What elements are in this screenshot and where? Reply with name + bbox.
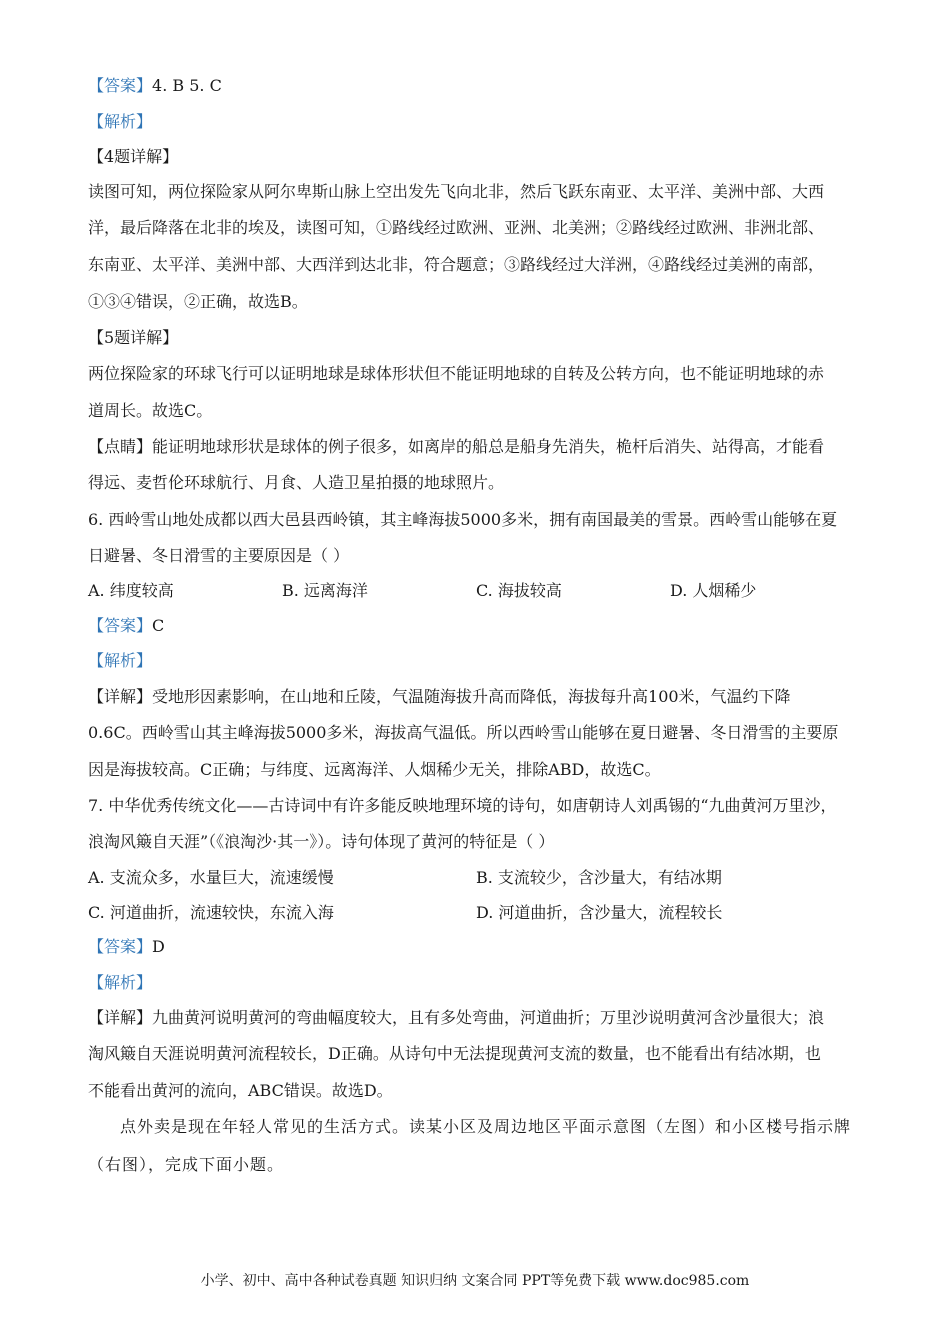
answer-tag: 【答案】 xyxy=(88,616,153,635)
detail4-line: 洋，最后降落在北非的埃及，读图可知，①路线经过欧洲、亚洲、北美洲；②路线经过欧洲、非洲北部、 xyxy=(88,218,825,237)
q7-stem-line: 7. 中华优秀传统文化——古诗词中有许多能反映地理环境的诗句，如唐朝诗人刘禹锡的“九曲黄河万里沙， xyxy=(88,796,837,815)
detail5-line: 道周长。故选C。 xyxy=(88,401,213,420)
q6-detail-line: 因是海拔较高。C正确；与纬度、远离海洋、人烟稀少无关，排除ABD，故选C。 xyxy=(88,760,661,779)
detail4-line: ①③④错误，②正确，故选B。 xyxy=(88,292,308,311)
q6-answer-line xyxy=(88,616,164,636)
answer-tag: 【答案】 xyxy=(88,937,153,956)
q7-detail-line: 不能看出黄河的流向，ABC错误。故选D。 xyxy=(88,1081,393,1100)
intro-line: （右图），完成下面小题。 xyxy=(88,1155,285,1174)
detail5-line: 两位探险家的环球飞行可以证明地球是球体形状但不能证明地球的自转及公转方向，也不能证明地球的赤 xyxy=(88,364,825,383)
q6-option-b: B. 远离海洋 xyxy=(282,581,368,600)
q7-option-c: C. 河道曲折，流速较快，东流入海 xyxy=(88,903,334,922)
answer-text: 4. B 5. C xyxy=(152,76,222,95)
q7-answer-line xyxy=(88,937,165,957)
answer-text: C xyxy=(152,616,165,635)
tip-line xyxy=(88,437,824,457)
q7-option-a: A. 支流众多，水量巨大，流速缓慢 xyxy=(88,868,334,887)
answer-line-q45 xyxy=(88,76,222,96)
analysis-tag: 【解析】 xyxy=(88,651,153,670)
detail5-heading: 【5题详解】 xyxy=(88,328,179,347)
tip-text: 能证明地球形状是球体的例子很多，如离岸的船总是船身先消失，桅杆后消失、站得高，才能看 xyxy=(152,437,825,456)
q6-option-a: A. 纬度较高 xyxy=(88,581,174,600)
detail-tag: 【详解】 xyxy=(88,687,153,706)
q7-stem-line: 浪淘风簸自天涯”（《浪淘沙·其一》）。诗句体现了黄河的特征是（ ） xyxy=(88,832,555,851)
intro-line: 点外卖是现在年轻人常见的生活方式。读某小区及周边地区平面示意图（左图）和小区楼号指示牌 xyxy=(120,1117,852,1136)
q6-stem-line: 6. 西岭雪山地处成都以西大邑县西岭镇，其主峰海拔5000多米，拥有南国最美的雪景。西岭雪山能够在夏 xyxy=(88,510,838,529)
answer-tag: 【答案】 xyxy=(88,76,153,95)
detail4-heading: 【4题详解】 xyxy=(88,147,179,166)
tip-tag: 【点睛】 xyxy=(88,437,153,456)
q6-detail-line: 0.6C。西岭雪山其主峰海拔5000多米，海拔高气温低。所以西岭雪山能够在夏日避暑、冬日滑雪的主要原 xyxy=(88,723,839,742)
q7-option-b: B. 支流较少，含沙量大，有结冰期 xyxy=(476,868,722,887)
tip-line: 得远、麦哲伦环球航行、月食、人造卫星拍摄的地球照片。 xyxy=(88,473,505,492)
q7-detail-line xyxy=(88,1008,824,1028)
q7-option-d: D. 河道曲折，含沙量大，流程较长 xyxy=(476,903,723,922)
page-footer: 小学、初中、高中各种试卷真题 知识归纳 文案合同 PPT等免费下载 www.doc985.com xyxy=(200,1273,750,1289)
q6-option-c: C. 海拔较高 xyxy=(476,581,562,600)
q7-detail-line: 淘风簸自天涯说明黄河流程较长，D正确。从诗句中无法提现黄河支流的数量，也不能看出有结冰期，也 xyxy=(88,1044,821,1063)
detail4-line: 东南亚、太平洋、美洲中部、大西洋到达北非，符合题意；③路线经过大洋洲，④路线经过美洲的南部， xyxy=(88,255,825,274)
q6-option-d: D. 人烟稀少 xyxy=(670,581,757,600)
q6-detail-line xyxy=(88,687,791,707)
analysis-tag: 【解析】 xyxy=(88,112,153,131)
detail-tag: 【详解】 xyxy=(88,1008,153,1027)
detail-text: 九曲黄河说明黄河的弯曲幅度较大，且有多处弯曲，河道曲折；万里沙说明黄河含沙量很大；浪 xyxy=(152,1008,825,1027)
detail-text: 受地形因素影响，在山地和丘陵，气温随海拔升高而降低，海拔每升高100米，气温约下降 xyxy=(152,687,791,706)
detail4-line: 读图可知，两位探险家从阿尔卑斯山脉上空出发先飞向北非，然后飞跃东南亚、太平洋、美洲中部、大西 xyxy=(88,182,825,201)
analysis-tag: 【解析】 xyxy=(88,973,153,992)
answer-text: D xyxy=(152,937,165,956)
q6-stem-line: 日避暑、冬日滑雪的主要原因是（ ） xyxy=(88,546,350,565)
